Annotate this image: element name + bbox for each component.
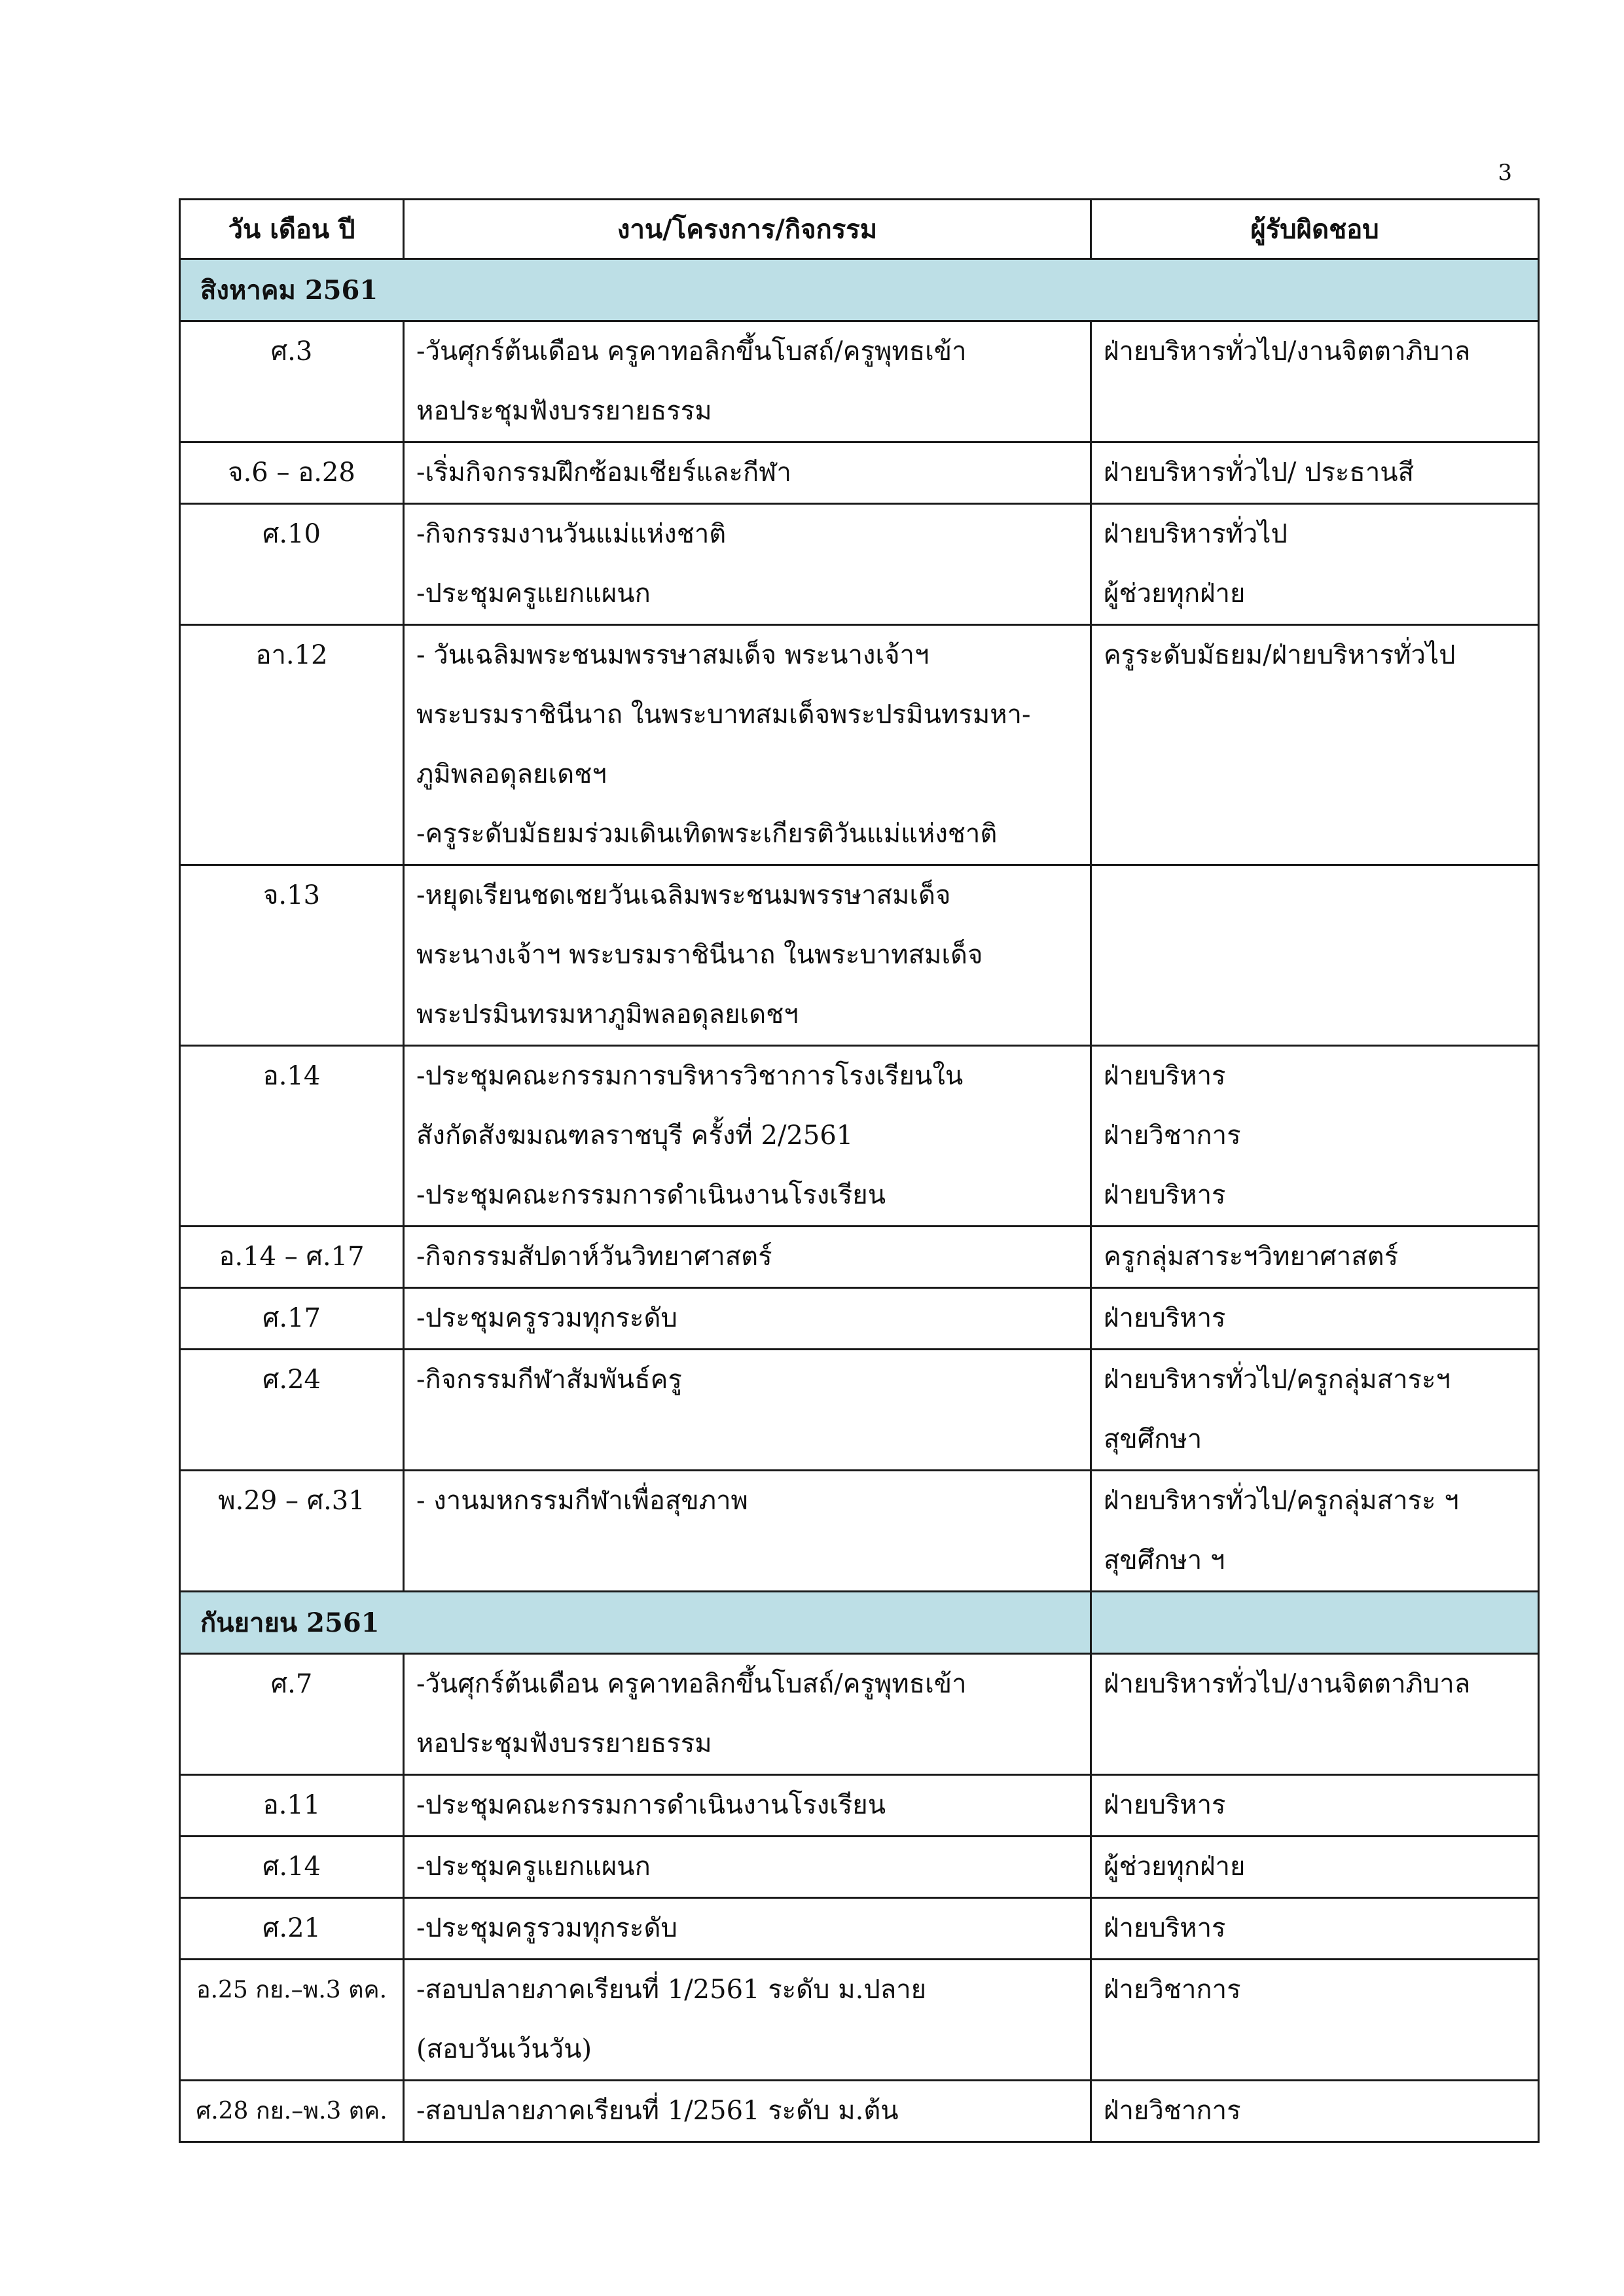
date-cell [180, 321, 404, 442]
date-text: อ.14 [262, 1061, 321, 1091]
month-row [180, 1592, 1539, 1654]
responsible-cell [1091, 1654, 1539, 1775]
responsible-line: ผู้ช่วยทุกฝ่าย [1104, 1852, 1246, 1882]
activity-line: พระปรมินทรมหาภูมิพลอดุลยเดชฯ [416, 999, 799, 1030]
page-number: 3 [1498, 160, 1512, 186]
date-text: ศ.21 [262, 1913, 321, 1943]
responsible-cell [1091, 1227, 1539, 1288]
schedule-table [179, 198, 1540, 2143]
date-text: ศ.3 [270, 336, 313, 367]
activity-line: (สอบวันเว้นวัน) [416, 2034, 592, 2064]
month-row-empty-cell [1091, 1592, 1539, 1654]
date-text: อ.11 [262, 1790, 321, 1820]
table-row [180, 1960, 1539, 2081]
table-row [180, 504, 1539, 625]
activity-cell [404, 1960, 1091, 2081]
activity-cell [404, 1350, 1091, 1471]
table-row [180, 625, 1539, 865]
table-row [180, 865, 1539, 1046]
date-cell [180, 1898, 404, 1960]
responsible-cell [1091, 625, 1539, 865]
activity-line: -ประชุมครูรวมทุกระดับ [416, 1913, 677, 1943]
activity-line: -ประชุมคณะกรรมการดำเนินงานโรงเรียน [416, 1790, 886, 1820]
column-header-activity: งาน/โครงการ/กิจกรรม [404, 200, 1091, 259]
date-cell [180, 504, 404, 625]
table-row [180, 1288, 1539, 1350]
responsible-cell [1091, 1350, 1539, 1471]
responsible-line: ฝ่ายบริหารทั่วไป/ครูกลุ่มสาระฯ [1104, 1365, 1451, 1395]
activity-cell [404, 1654, 1091, 1775]
date-text: ศ.7 [270, 1669, 313, 1699]
date-cell [180, 1960, 404, 2081]
responsible-cell [1091, 1046, 1539, 1227]
responsible-line: ฝ่ายบริหาร [1104, 1790, 1226, 1820]
date-text: ศ.14 [262, 1852, 321, 1882]
table-row [180, 1654, 1539, 1775]
activity-line: -เริ่มกิจกรรมฝึกซ้อมเชียร์และกีฬา [416, 457, 791, 488]
responsible-line: ฝ่ายบริหาร [1104, 1061, 1226, 1091]
activity-line: สังกัดสังฆมณฑลราชบุรี ครั้งที่ 2/2561 [416, 1121, 854, 1151]
responsible-line: สุขศึกษา [1104, 1424, 1202, 1454]
responsible-cell [1091, 442, 1539, 504]
activity-cell [404, 1227, 1091, 1288]
activity-line: พระบรมราชินีนาถ ในพระบาทสมเด็จพระปรมินทรมหา- [416, 700, 1031, 730]
responsible-line: สุขศึกษา ฯ [1104, 1545, 1225, 1575]
activity-line: -สอบปลายภาคเรียนที่ 1/2561 ระดับ ม.ต้น [416, 2096, 899, 2126]
date-cell [180, 865, 404, 1046]
responsible-line: ฝ่ายบริหารทั่วไป/งานจิตตาภิบาล [1104, 1669, 1471, 1699]
activity-cell [404, 1046, 1091, 1227]
responsible-line: ฝ่ายบริหาร [1104, 1303, 1226, 1333]
date-text: อา.12 [255, 640, 328, 670]
table-row [180, 1837, 1539, 1898]
activity-cell [404, 625, 1091, 865]
responsible-cell [1091, 321, 1539, 442]
activity-line: -ประชุมครูแยกแผนก [416, 579, 651, 609]
responsible-line: ครูกลุ่มสาระฯวิทยาศาสตร์ [1104, 1242, 1399, 1272]
responsible-cell [1091, 2081, 1539, 2142]
activity-cell [404, 865, 1091, 1046]
responsible-cell [1091, 1471, 1539, 1592]
date-cell [180, 1227, 404, 1288]
responsible-line: ฝ่ายบริหารทั่วไป [1104, 519, 1288, 549]
month-row [180, 259, 1539, 321]
date-text: อ.14 – ศ.17 [219, 1242, 365, 1272]
responsible-line: ฝ่ายบริหารทั่วไป/งานจิตตาภิบาล [1104, 336, 1471, 367]
activity-line: ภูมิพลอดุลยเดชฯ [416, 759, 607, 789]
date-cell [180, 1775, 404, 1837]
activity-line: -วันศุกร์ต้นเดือน ครูคาทอลิกขึ้นโบสถ์/ครูพุทธเข้า [416, 336, 967, 367]
responsible-cell [1091, 504, 1539, 625]
column-header-date: วัน เดือน ปี [180, 200, 404, 259]
table-row [180, 1471, 1539, 1592]
date-text: ศ.10 [262, 519, 321, 549]
responsible-line: ฝ่ายบริหาร [1104, 1913, 1226, 1943]
date-cell [180, 1837, 404, 1898]
responsible-line: ฝ่ายวิชาการ [1104, 1121, 1241, 1151]
date-cell [180, 1288, 404, 1350]
date-text: อ.25 กย.–พ.3 ตค. [196, 1977, 388, 2003]
table-row [180, 1775, 1539, 1837]
activity-cell [404, 2081, 1091, 2142]
date-cell [180, 1046, 404, 1227]
date-cell [180, 442, 404, 504]
activity-line: -กิจกรรมสัปดาห์วันวิทยาศาสตร์ [416, 1242, 772, 1272]
activity-line: -ประชุมคณะกรรมการดำเนินงานโรงเรียน [416, 1180, 886, 1210]
table-row [180, 1227, 1539, 1288]
activity-line: -หยุดเรียนชดเชยวันเฉลิมพระชนมพรรษาสมเด็จ [416, 880, 951, 910]
date-cell [180, 1350, 404, 1471]
activity-line: พระนางเจ้าฯ พระบรมราชินีนาถ ในพระบาทสมเด็จ [416, 940, 983, 970]
date-cell [180, 1471, 404, 1592]
responsible-cell [1091, 1288, 1539, 1350]
month-label: กันยายน 2561 [180, 1592, 1091, 1654]
table-row [180, 1898, 1539, 1960]
activity-line: -ประชุมครูแยกแผนก [416, 1852, 651, 1882]
table-row [180, 2081, 1539, 2142]
month-label: สิงหาคม 2561 [180, 259, 1539, 321]
activity-line: หอประชุมฟังบรรยายธรรม [416, 1729, 712, 1759]
table-row [180, 442, 1539, 504]
activity-line: -ครูระดับมัธยมร่วมเดินเทิดพระเกียรติวันแม่แห่งชาติ [416, 819, 998, 849]
activity-line: -ประชุมครูรวมทุกระดับ [416, 1303, 677, 1333]
table-header-row [180, 200, 1539, 259]
responsible-line: ฝ่ายวิชาการ [1104, 1975, 1241, 2005]
responsible-line: ฝ่ายบริหาร [1104, 1180, 1226, 1210]
activity-line: -กิจกรรมงานวันแม่แห่งชาติ [416, 519, 727, 549]
date-text: จ.6 – อ.28 [228, 457, 355, 488]
activity-cell [404, 1775, 1091, 1837]
responsible-line: ครูระดับมัธยม/ฝ่ายบริหารทั่วไป [1104, 640, 1456, 670]
activity-line: -ประชุมคณะกรรมการบริหารวิชาการโรงเรียนใน [416, 1061, 964, 1091]
table-row [180, 321, 1539, 442]
date-cell [180, 1654, 404, 1775]
responsible-line: ฝ่ายวิชาการ [1104, 2096, 1241, 2126]
activity-line: -สอบปลายภาคเรียนที่ 1/2561 ระดับ ม.ปลาย [416, 1975, 927, 2005]
activity-cell [404, 1471, 1091, 1592]
responsible-cell [1091, 1898, 1539, 1960]
date-text: ศ.28 กย.–พ.3 ตค. [196, 2098, 388, 2125]
activity-cell [404, 1898, 1091, 1960]
date-cell [180, 2081, 404, 2142]
responsible-cell [1091, 865, 1539, 1046]
activity-cell [404, 1837, 1091, 1898]
responsible-cell [1091, 1837, 1539, 1898]
date-text: จ.13 [262, 880, 321, 910]
column-header-responsible: ผู้รับผิดชอบ [1091, 200, 1539, 259]
activity-cell [404, 504, 1091, 625]
activity-cell [404, 442, 1091, 504]
responsible-line: ผู้ช่วยทุกฝ่าย [1104, 579, 1246, 609]
date-cell [180, 625, 404, 865]
activity-line: - งานมหกรรมกีฬาเพื่อสุขภาพ [416, 1486, 748, 1516]
schedule-body [180, 259, 1539, 2142]
table-row [180, 1046, 1539, 1227]
date-text: ศ.24 [262, 1365, 321, 1395]
responsible-line: ฝ่ายบริหารทั่วไป/ครูกลุ่มสาระ ฯ [1104, 1486, 1459, 1516]
activity-line: -วันศุกร์ต้นเดือน ครูคาทอลิกขึ้นโบสถ์/ครูพุทธเข้า [416, 1669, 967, 1699]
date-text: ศ.17 [262, 1303, 321, 1333]
activity-line: -กิจกรรมกีฬาสัมพันธ์ครู [416, 1365, 682, 1395]
activity-line: หอประชุมฟังบรรยายธรรม [416, 396, 712, 426]
activity-cell [404, 1288, 1091, 1350]
table-row [180, 1350, 1539, 1471]
responsible-line: ฝ่ายบริหารทั่วไป/ ประธานสี [1104, 457, 1415, 488]
date-text: พ.29 – ศ.31 [218, 1486, 365, 1516]
responsible-cell [1091, 1960, 1539, 2081]
responsible-cell [1091, 1775, 1539, 1837]
activity-cell [404, 321, 1091, 442]
activity-line: - วันเฉลิมพระชนมพรรษาสมเด็จ พระนางเจ้าฯ [416, 640, 929, 670]
